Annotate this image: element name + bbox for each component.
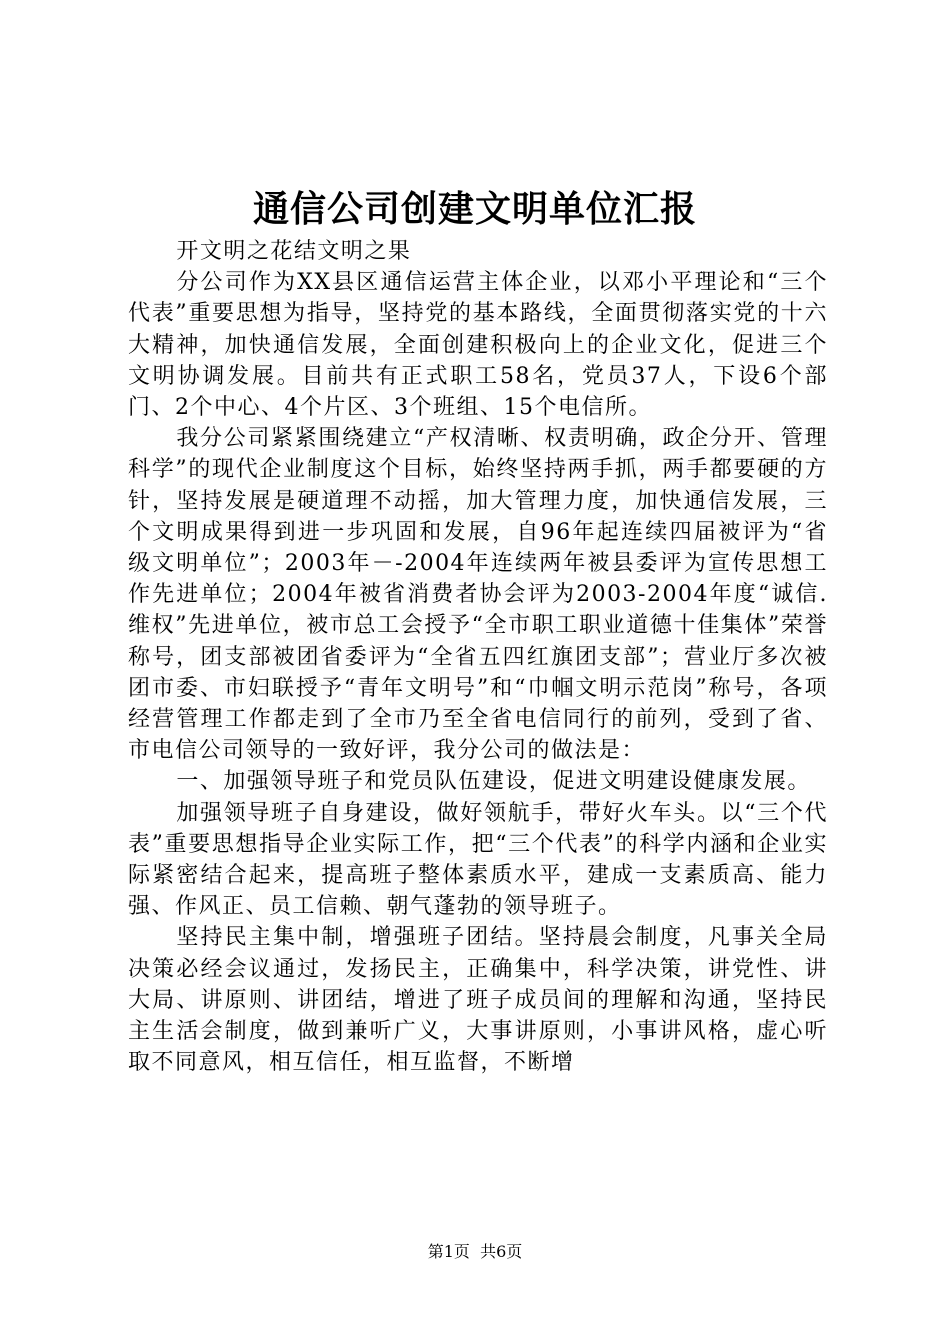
paragraph-section-heading: 一、加强领导班子和党员队伍建设，促进文明建设健康发展。 <box>176 769 811 795</box>
document-title: 通信公司创建文明单位汇报 <box>252 188 697 230</box>
paragraph-leadership: 加强领导班子自身建设，做好领航手，带好火车头。以“三个代表”重要思想指导企业实际工作，把“三个代表”的科学内涵和企业实际紧密结合起来，提高班子整体素质水平，建成一支素质高、能力强、作风正、员工信赖、朝气蓬勃的领导班子。 <box>128 800 828 920</box>
page-footer <box>0 1242 950 1262</box>
page-number: 第1页 <box>427 1242 470 1261</box>
paragraph-subtitle: 开文明之花结文明之果 <box>176 239 412 264</box>
page-total: 共6页 <box>480 1242 523 1261</box>
paragraph-achievements: 我分公司紧紧围绕建立“产权清晰、权责明确，政企分开、管理科学”的现代企业制度这个目标，始终坚持两手抓，两手都要硬的方针，坚持发展是硬道理不动摇，加大管理力度，加快通信发展，三个文明成果得到进一步巩固和发展，自96年起连续四届被评为“省级文明单位”；2003年－-2004年连续两年被县委评为宣传思想工作先进单位；2004年被省消费者协会评为2003-2004年度“诚信.维权”先进单位，被市总工会授予“全市职工职业道德十佳集体”荣誉称号，团支部被团省委评为“全省五四红旗团支部”；营业厅多次被团市委、市妇联授予“青年文明号”和“巾帼文明示范岗”称号，各项经营管理工作都走到了全市乃至全省电信同行的前列，受到了省、市电信公司领导的一致好评，我分公司的做法是： <box>128 426 828 764</box>
document-body <box>128 236 828 1078</box>
paragraph-intro: 分公司作为XX县区通信运营主体企业，以邓小平理论和“三个代表”重要思想为指导，坚持党的基本路线，全面贯彻落实党的十六大精神，加快通信发展，全面创建积极向上的企业文化，促进三个文明协调发展。目前共有正式职工58名，党员37人，下设6个部门、2个中心、4个片区、3个班组、15个电信所。 <box>128 270 828 421</box>
paragraph-democracy: 坚持民主集中制，增强班子团结。坚持晨会制度，凡事关全局决策必经会议通过，发扬民主，正确集中，科学决策，讲党性、讲大局、讲原则、讲团结，增进了班子成员间的理解和沟通，坚持民主生活会制度，做到兼听广义，大事讲原则，小事讲风格，虚心听取不同意风，相互信任，相互监督，不断增 <box>128 925 828 1076</box>
